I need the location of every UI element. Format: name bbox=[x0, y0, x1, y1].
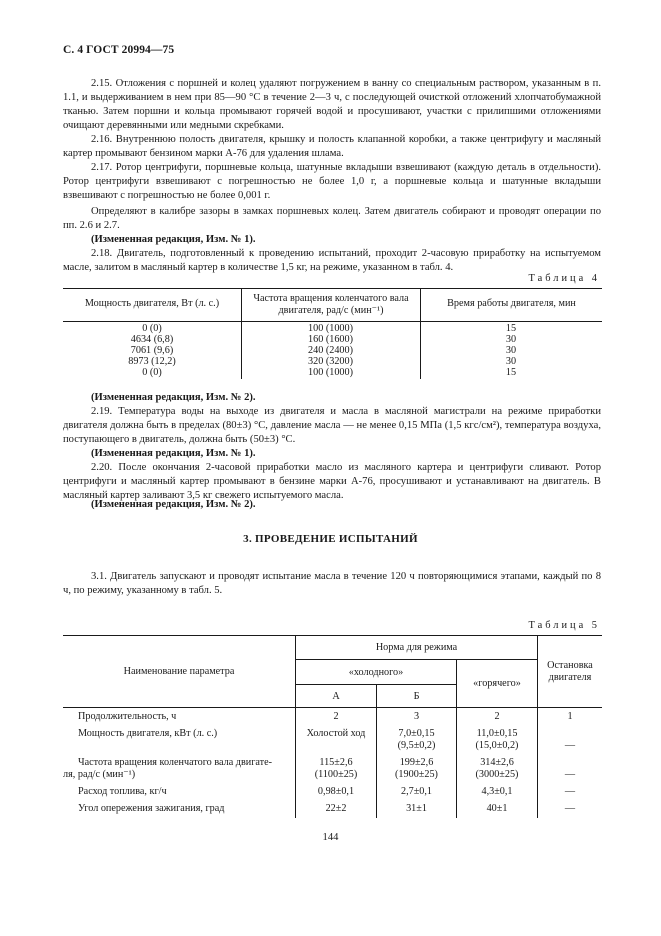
table5-cell: — bbox=[564, 769, 576, 780]
table4-cell: 160 (1600) bbox=[308, 334, 353, 345]
table4-cell: 8973 (12,2) bbox=[128, 356, 176, 367]
paragraph-2-16: 2.16. Внутреннюю полость двигателя, крышку и полость клапанной коробки, а также центрифугу и масляный картер промывают бензином марки А-76 для удаления шлама. bbox=[63, 134, 601, 160]
table5-header-cold: «холодного» bbox=[348, 667, 404, 678]
table5-cell: 22±2 bbox=[325, 803, 347, 814]
table5-cell: (1900±25) bbox=[395, 769, 438, 780]
table5-cell: 2 bbox=[494, 711, 500, 722]
table4-cell: 100 (1000) bbox=[308, 367, 353, 378]
table5-cell: 40±1 bbox=[486, 803, 508, 814]
table5-row-name: Угол опережения зажигания, град bbox=[78, 803, 225, 814]
table4-cell: 4634 (6,8) bbox=[130, 334, 174, 345]
table5-cell: — bbox=[564, 740, 576, 751]
table4-header-time: Время работы двигателя, мин bbox=[447, 298, 576, 309]
table5-top-rule bbox=[63, 635, 602, 636]
paragraph-2-15: 2.15. Отложения с поршней и колец удаляют погружением в ванну со специальным раствором, указанным в п. 1.1, и выдерживанием в нем при 85—90 °С в течение 2—3 ч, с последующей очисткой отложений хлопчатобумажной тканью. Затем поршни и кольца промывают горячей водой и просушивают, участки с прилипшими отложениями очищают деревянными или медными скребками. bbox=[63, 78, 601, 132]
table5-col-divider bbox=[537, 708, 538, 818]
table4-header-divider bbox=[241, 288, 242, 322]
table4-cell: 30 bbox=[505, 334, 517, 345]
table5-row-name: Продолжительность, ч bbox=[78, 711, 177, 722]
table5-row-name: Частота вращения коленчатого вала двигате- bbox=[78, 757, 273, 768]
table5-header-a: А bbox=[332, 691, 340, 702]
table5-row-name-cont: ля, рад/с (мин⁻¹) bbox=[63, 769, 136, 780]
table4-cell: 240 (2400) bbox=[308, 345, 353, 356]
table5-cell: 31±1 bbox=[406, 803, 427, 814]
table5-cell: 4,3±0,1 bbox=[481, 786, 513, 797]
table4-cell: 15 bbox=[505, 367, 517, 378]
table5-header-stop: Остановка двигателя bbox=[547, 660, 593, 683]
table5-cell: (3000±25) bbox=[475, 769, 519, 780]
table5-cell: 2 bbox=[333, 711, 339, 722]
table5-cell: 2,7±0,1 bbox=[400, 786, 433, 797]
page-number: 144 bbox=[322, 832, 339, 843]
table4-top-rule bbox=[63, 288, 602, 289]
table4-cell: 15 bbox=[505, 323, 517, 334]
table4-header-power: Мощность двигателя, Вт (л. с.) bbox=[84, 298, 220, 309]
table5-cell: — bbox=[564, 803, 576, 814]
table4-header-rule bbox=[63, 321, 602, 322]
paragraph-2-20: 2.20. После окончания 2-часовой приработки масло из масляного картера и центрифуги сливают. Ротор центрифуги и масляный картер промывают в бензине марки А-76, просушивают и устанавливают на двигатель. В масляный картер заливают 3,5 кг свежего испытуемого масла. bbox=[63, 462, 601, 502]
table5-caption: Таблица 5 bbox=[528, 620, 600, 631]
table5-cell: 1 bbox=[567, 711, 573, 722]
paragraph-2-18: 2.18. Двигатель, подготовленный к проведению испытаний, проходит 2-часовую приработку на испытуемом масле, залитом в масляный картер в количестве 1,5 кг, на режиме, указанном в табл. 4. bbox=[63, 248, 601, 274]
table4-cell: 30 bbox=[505, 345, 517, 356]
table4-header-speed: Частота вращения коленчатого вала двигателя, рад/с (мин⁻¹) bbox=[253, 293, 409, 316]
table5-cell: 0,98±0,1 bbox=[317, 786, 355, 797]
edit-note-1b: (Измененная редакция, Изм. № 1). bbox=[91, 448, 256, 459]
table5-cell: 7,0±0,15 (9,5±0,2) bbox=[397, 728, 436, 751]
table5-row-name: Мощность двигателя, кВт (л. с.) bbox=[78, 728, 218, 739]
table4-caption: Таблица 4 bbox=[528, 273, 600, 284]
table5-row-name: Расход топлива, кг/ч bbox=[78, 786, 167, 797]
table4-col-divider bbox=[420, 322, 421, 379]
table5-header-rule bbox=[63, 707, 602, 708]
table5-norm-rule bbox=[295, 659, 537, 660]
table5-cell: 11,0±0,15 (15,0±0,2) bbox=[475, 728, 519, 751]
table4-cell: 320 (3200) bbox=[308, 356, 353, 367]
table5-header-param: Наименование параметра bbox=[123, 666, 235, 677]
table4-cell: 0 (0) bbox=[142, 323, 162, 334]
table4-cell: 7061 (9,6) bbox=[130, 345, 174, 356]
edit-note-2a: (Измененная редакция, Изм. № 2). bbox=[91, 392, 256, 403]
table5-header-hot: «горячего» bbox=[473, 678, 521, 689]
table5-cell: Холостой ход bbox=[306, 728, 366, 739]
paragraph-2-17-cont: Определяют в калибре зазоры в замках поршневых колец. Затем двигатель собирают и проводят операции по пп. 2.6 и 2.7. bbox=[63, 206, 601, 232]
table5-header-b: Б bbox=[413, 691, 420, 702]
table4-cell: 30 bbox=[505, 356, 517, 367]
table5-cell: 115±2,6 bbox=[319, 757, 353, 768]
table4-cell: 0 (0) bbox=[142, 367, 162, 378]
table5-cell: 199±2,6 bbox=[399, 757, 434, 768]
table4-cell: 100 (1000) bbox=[308, 323, 353, 334]
edit-note-2b: (Измененная редакция, Изм. № 2). bbox=[91, 499, 256, 510]
table5-cell: 3 bbox=[413, 711, 420, 722]
table5-header-norm: Норма для режима bbox=[375, 642, 458, 653]
page-header: С. 4 ГОСТ 20994—75 bbox=[63, 44, 175, 56]
section-title: 3. ПРОВЕДЕНИЕ ИСПЫТАНИЙ bbox=[243, 533, 418, 545]
table5-cell: 314±2,6 bbox=[480, 757, 514, 768]
table4-col-divider bbox=[241, 322, 242, 379]
table5-cell: (1100±25) bbox=[314, 769, 358, 780]
paragraph-3-1: 3.1. Двигатель запускают и проводят испытание масла в течение 120 ч повторяющимися этапами, каждый по 8 ч, по режиму, указанному в табл. 5. bbox=[63, 571, 601, 597]
table5-cell: — bbox=[564, 786, 576, 797]
edit-note-1a: (Измененная редакция, Изм. № 1). bbox=[91, 234, 256, 245]
paragraph-2-17: 2.17. Ротор центрифуги, поршневые кольца, шатунные вкладыши взвешивают (каждую деталь в отдельности). Ротор центрифуги взвешивают с погрешностью не более 1,0 г, а поршневые кольца и шатунные вкладыши взвешивают с погрешностью не более 0,001 г. bbox=[63, 162, 601, 202]
paragraph-2-19: 2.19. Температура воды на выходе из двигателя и масла в масляной магистрали на режиме приработки двигателя должна быть в пределах (80±3) °С, давление масла — не менее 0,15 МПа (1,5 кгс/см²), температура воздуха, поступающего в двигатель, должна быть (50±3) °С. bbox=[63, 406, 601, 446]
